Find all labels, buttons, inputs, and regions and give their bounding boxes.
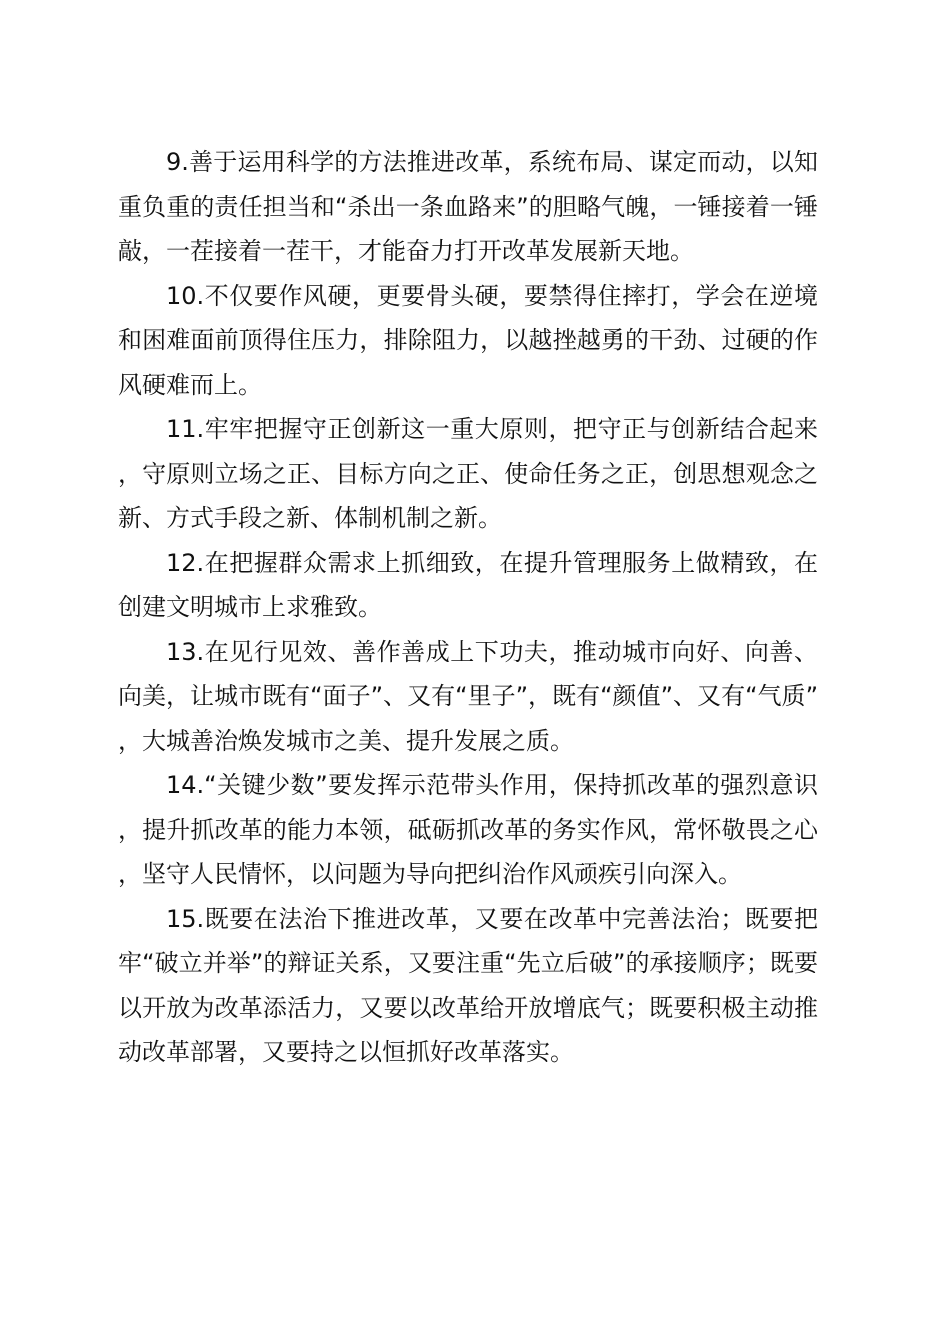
- paragraph-12: 12.在把握群众需求上抓细致，在提升管理服务上做精致，在创建文明城市上求雅致。: [118, 548, 818, 621]
- paragraph-15: 15.既要在法治下推进改革，又要在改革中完善法治；既要把牢“破立并举”的辩证关系，又要注重“先立后破”的承接顺序；既要以开放为改革添活力，又要以改革给开放增底气；既要积极主动推动改革部署，又要持之以恒抓好改革落实。: [118, 904, 818, 1066]
- paragraph-13: 13.在见行见效、善作善成上下功夫，推动城市向好、向善、向美，让城市既有“面子”、又有“里子”，既有“颜值”、又有“气质”，大城善治焕发城市之美、提升发展之质。: [118, 637, 818, 755]
- paragraph-9: 9.善于运用科学的方法推进改革，系统布局、谋定而动，以知重负重的责任担当和“杀出一条血路来”的胆略气魄，一锤接着一锤敲，一茬接着一茬干，才能奋力打开改革发展新天地。: [118, 148, 818, 265]
- document-body: [118, 140, 818, 1075]
- paragraph-14: 14.“关键少数”要发挥示范带头作用，保持抓改革的强烈意识，提升抓改革的能力本领，砥砺抓改革的务实作风，常怀敬畏之心，坚守人民情怀，以问题为导向把纠治作风顽疾引向深入。: [118, 771, 818, 888]
- paragraph-11: 11.牢牢把握守正创新这一重大原则，把守正与创新结合起来，守原则立场之正、目标方向之正、使命任务之正，创思想观念之新、方式手段之新、体制机制之新。: [118, 415, 818, 532]
- paragraph-10: 10.不仅要作风硬，更要骨头硬，要禁得住摔打，学会在逆境和困难面前顶得住压力，排除阻力，以越挫越勇的干劲、过硬的作风硬难而上。: [118, 281, 818, 399]
